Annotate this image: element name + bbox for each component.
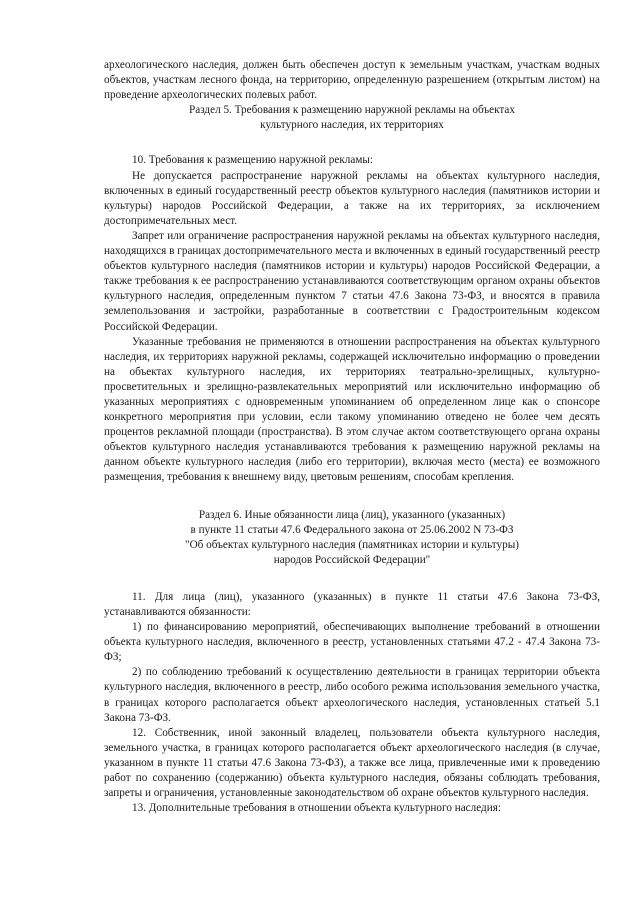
section-6-title-line-3: "Об объектах культурного наследия (памятниках истории и культуры) xyxy=(185,538,519,551)
clause-12: 12. Собственник, иной законный владелец, пользователи объекта культурного наследия, земельного участка, в границах которого располагается объект археологического наследия (в случае, указанном в пункте 11 статьи 47.6 Закона 73-ФЗ), а также все лица, привлеченные ими к проведению работ по сохранению (содержанию) объекта культурного наследия, обязаны соблюдать требования, запреты и ограничения, установленные законодательством об охране объектов культурного наследия. xyxy=(104,726,600,800)
clause-13: 13. Дополнительные требования в отношении объекта культурного наследия: xyxy=(132,802,501,815)
clause-10-paragraph-2: Запрет или ограничение распространения наружной рекламы на объектах культурного наследия, находящихся в границах достопримечательного места и включенных в единый государственный реестр объектов культурного наследия (памятников истории и культуры) народов Российской Федерации, а также требования к ее распространению устанавливаются соответствующим органом охраны объектов культурного наследия, определенным пунктом 7 статьи 47.6 Закона 73-ФЗ, и вносятся в правила землепользования и застройки, разработанные в соответствии с Градостроительным кодексом Российской Федерации. xyxy=(104,229,600,333)
clause-10-lead: 10. Требования к размещению наружной рекламы: xyxy=(132,154,374,167)
clause-11-item-1: 1) по финансированию мероприятий, обеспечивающих выполнение требований в отношении объекта культурного наследия, включенного в реестр, установленных статьями 47.2 - 47.4 Закона 73-ФЗ; xyxy=(104,621,600,664)
clause-10-paragraph-1: Не допускается распространение наружной рекламы на объектах культурного наследия, включенных в единый государственный реестр объектов культурного наследия (памятников истории и культуры) народов Российской Федерации, а также на их территориях, за исключением достопримечательных мест. xyxy=(104,169,600,227)
section-6-title-line-1: Раздел 6. Иные обязанности лица (лиц), указанного (указанных) xyxy=(198,508,506,521)
paragraph-archaeology-access: археологического наследия, должен быть обеспечен доступ к земельным участкам, участкам водных объектов, участкам лесного фонда, на территорию, определенную разрешением (открытым листом) на проведение археологических полевых работ. xyxy=(104,59,600,102)
clause-10-paragraph-3: Указанные требования не применяются в отношении распространения на объектах культурного наследия, их территориях наружной рекламы, содержащей исключительно информацию о проведении на объектах культурного наследия, их территориях театрально-зрелищных, культурно-просветительных и зрелищно-развлекательных мероприятий или исключительно информацию об указанных мероприятиях с одновременным упоминанием об определенном лице как о спонсоре конкретного мероприятия при условии, если такому упоминанию отведено не более чем десять процентов рекламной площади (пространства). В этом случае актом соответствующего органа охраны объектов культурного наследия устанавливаются требования к размещению наружной рекламы на данном объекте культурного наследия (либо его территории), включая место (места) ее возможного размещения, требования к внешнему виду, цветовым решениям, способам крепления. xyxy=(104,335,600,484)
section-5-title-line-1: Раздел 5. Требования к размещению наружной рекламы на объектах xyxy=(189,104,515,117)
section-6-title-line-2: в пункте 11 статьи 47.6 Федерального закона от 25.06.2002 N 73-ФЗ xyxy=(190,523,514,536)
section-5-title-line-2: культурного наследия, их территориях xyxy=(260,119,444,132)
clause-11-item-2: 2) по соблюдению требований к осуществлению деятельности в границах территории объекта культурного наследия, включенного в реестр, либо особого режима использования земельного участка, в границах которого располагается объект археологического наследия, установленных статьей 5.1 Закона 73-ФЗ. xyxy=(104,666,600,724)
clause-11-lead: 11. Для лица (лиц), указанного (указанных) в пункте 11 статьи 47.6 Закона 73-ФЗ, устанавливаются обязанности: xyxy=(104,590,600,618)
section-6-title-line-4: народов Российской Федерации" xyxy=(273,553,431,566)
